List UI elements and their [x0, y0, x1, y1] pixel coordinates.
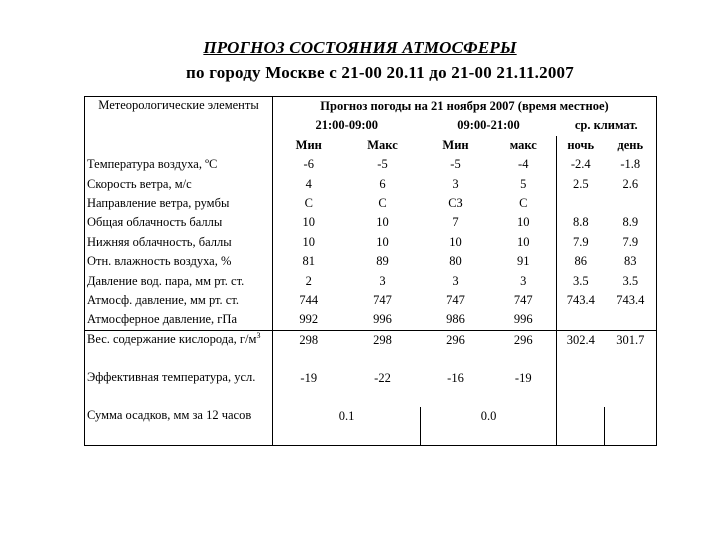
cell-value: 10: [376, 234, 389, 249]
cell-value: 296: [421, 330, 491, 369]
sub-header: Мин: [442, 137, 469, 152]
cell-value: 6: [379, 176, 386, 191]
cell-value: 744: [273, 291, 345, 310]
climate-header: ср. климат.: [557, 116, 657, 135]
cell-value: С: [491, 194, 557, 213]
cell-value: 747: [373, 292, 392, 307]
cell-value: 86: [557, 252, 605, 271]
period-day: 09:00-21:00: [457, 118, 520, 133]
cell-value: 4: [273, 175, 345, 194]
cell-value: 298: [273, 330, 345, 369]
cell-value: [605, 194, 657, 213]
row-label: Нижняя облачность, баллы: [85, 233, 273, 252]
cell-value: -2.4: [557, 155, 605, 174]
row-label-precip: Сумма осадков, мм за 12 часов: [85, 407, 273, 446]
table-row: [85, 194, 657, 213]
header-row: [85, 97, 657, 117]
row-label-eff-temp: Эффективная температура, усл.: [85, 369, 273, 407]
cell-value: 298: [345, 330, 421, 369]
cell-value: С: [273, 194, 345, 213]
cell-value: [557, 369, 605, 407]
cell-value: 10: [273, 233, 345, 252]
table-row: [85, 291, 657, 310]
table-row: [85, 213, 657, 232]
sub-header: Мин: [273, 136, 345, 155]
cell-value: 302.4: [557, 330, 605, 369]
cell-value: -4: [491, 155, 557, 174]
table-row: [85, 310, 657, 330]
row-label: Атмосферное давление, гПа: [85, 310, 273, 330]
oxygen-label-text: Вес. содержание кислорода, г/м: [87, 331, 257, 346]
corner-label: Метеорологические элементы: [85, 97, 273, 156]
precip-night: 0.1: [273, 407, 421, 446]
cell-value: 7.9: [605, 233, 657, 252]
cell-value: -19: [273, 369, 345, 407]
row-label-oxygen: [85, 330, 273, 369]
cell-value: 81: [273, 252, 345, 271]
forecast-table: [84, 96, 657, 446]
table-row: [85, 252, 657, 271]
cell-value: [557, 194, 605, 213]
cell-value: 10: [491, 233, 557, 252]
period-night: 21:00-09:00: [273, 116, 421, 135]
row-label: Атмосф. давление, мм рт. ст.: [85, 291, 273, 310]
title-line-2: по городу Москве с 21-00 20.11 до 21-00 21.11.2007: [186, 63, 574, 82]
cell-value: 10: [491, 213, 557, 232]
cell-value: [557, 310, 605, 330]
cell-value: 2.5: [557, 175, 605, 194]
oxygen-label-sup: 3: [256, 330, 261, 340]
cell-value: 80: [449, 254, 462, 269]
cell-value: 3.5: [605, 272, 657, 291]
cell-value: 743.4: [605, 291, 657, 310]
cell-value: 2.6: [605, 175, 657, 194]
cell-value: 743.4: [557, 291, 605, 310]
row-label: Отн. влажность воздуха, %: [85, 252, 273, 271]
cell-value: 3: [491, 272, 557, 291]
forecast-header: Прогноз погоды на 21 ноября 2007 (время местное): [273, 97, 657, 117]
cell-value: 3: [379, 273, 386, 288]
cell-value: 3: [452, 273, 459, 288]
cell-value: [605, 310, 657, 330]
cell-value: 2: [273, 272, 345, 291]
cell-value: 7: [452, 215, 459, 230]
cell-value: -1.8: [605, 155, 657, 174]
table-row: [85, 233, 657, 252]
table-row-oxygen: [85, 330, 657, 369]
row-label: Давление вод. пара, мм рт. ст.: [85, 272, 273, 291]
cell-value: -16: [447, 370, 464, 385]
cell-value: 747: [446, 292, 465, 307]
cell-value: 3.5: [557, 272, 605, 291]
cell-value: [605, 369, 657, 407]
precip-day: 0.0: [421, 407, 557, 446]
sub-header: макс: [491, 136, 557, 155]
cell-value: 8.8: [557, 213, 605, 232]
cell-value: 296: [491, 330, 557, 369]
cell-value: С: [378, 195, 387, 210]
cell-value: 992: [273, 310, 345, 330]
cell-value: -19: [491, 369, 557, 407]
sub-header: ночь: [557, 136, 605, 155]
precip-climate-day: [605, 407, 657, 446]
cell-value: 8.9: [605, 213, 657, 232]
cell-value: 301.7: [605, 330, 657, 369]
cell-value: -5: [450, 157, 461, 172]
cell-value: 91: [491, 252, 557, 271]
cell-value: 10: [449, 234, 462, 249]
cell-value: СЗ: [448, 195, 463, 210]
row-label: Температура воздуха, ºС: [85, 155, 273, 174]
sub-header: Макс: [367, 137, 398, 152]
title-line-1: ПРОГНОЗ СОСТОЯНИЯ АТМОСФЕРЫ: [203, 38, 517, 57]
cell-value: -6: [273, 155, 345, 174]
cell-value: 747: [491, 291, 557, 310]
cell-value: 89: [376, 254, 389, 269]
table-row-precip: [85, 407, 657, 446]
table-row: [85, 272, 657, 291]
cell-value: 986: [421, 310, 491, 330]
cell-value: 5: [491, 175, 557, 194]
row-label: Общая облачность баллы: [85, 213, 273, 232]
cell-value: -5: [377, 157, 388, 172]
cell-value: 10: [376, 215, 389, 230]
cell-value: 3: [452, 176, 459, 191]
table-row: [85, 155, 657, 174]
cell-value: 83: [605, 252, 657, 271]
precip-climate-night: [557, 407, 605, 446]
table-row: [85, 175, 657, 194]
cell-value: -22: [374, 370, 391, 385]
cell-value: 996: [345, 310, 421, 330]
cell-value: 10: [273, 213, 345, 232]
table-row-eff-temp: [85, 369, 657, 407]
sub-header: день: [605, 136, 657, 155]
cell-value: 7.9: [557, 233, 605, 252]
cell-value: 996: [491, 310, 557, 330]
row-label: Скорость ветра, м/с: [85, 175, 273, 194]
row-label: Направление ветра, румбы: [85, 194, 273, 213]
